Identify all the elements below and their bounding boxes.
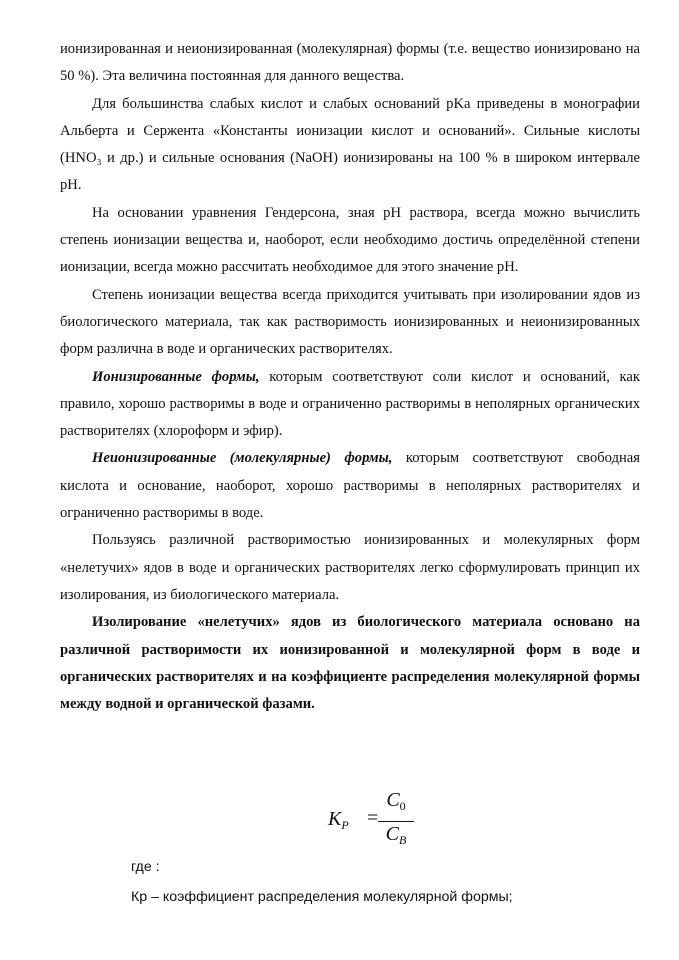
where-label: где : bbox=[131, 859, 160, 875]
fraction-bar bbox=[378, 821, 414, 822]
paragraph-5-text: которым соответствуют соли кислот и оснований, как правило, хорошо растворимы в воде и ограниченно растворимы в неполярных органических растворителях (хлороформ и эфир). bbox=[60, 368, 640, 440]
paragraph-2: Для большинства слабых кислот и слабых оснований pKa приведены в монографии Альберта и Сержента «Константы ионизации кислот и оснований». Сильные кислоты (HNO₃ и др.) и сильные основания (NaOH) ионизированы на 100 % в широком интервале pH. bbox=[60, 95, 640, 194]
formula-legend bbox=[131, 852, 631, 912]
formula-k-sub: P bbox=[341, 818, 349, 832]
formula-num-sub: 0 bbox=[399, 799, 406, 813]
formula-num-c: C bbox=[386, 789, 400, 811]
formula-k: K bbox=[328, 808, 342, 830]
paragraph-1: ионизированная и неионизированная (молекулярная) формы (т.е. вещество ионизировано на 50 %). Эта величина постоянная для данного вещества. bbox=[60, 41, 640, 85]
formula-equals: = bbox=[367, 807, 379, 829]
partition-coefficient-formula bbox=[328, 789, 448, 850]
formula-lhs bbox=[328, 808, 349, 833]
paragraph-5 bbox=[60, 364, 640, 446]
formula-den-c: C bbox=[385, 823, 399, 845]
paragraph-4: Степень ионизации вещества всегда приходится учитывать при изолировании ядов из биологического материала, так как растворимость ионизированных и неионизированных форм различна в воде и органических растворителях. bbox=[60, 286, 640, 358]
formula-den-sub: B bbox=[399, 833, 407, 847]
formula-denominator bbox=[378, 823, 414, 848]
paragraph-6 bbox=[60, 445, 640, 527]
formula-numerator bbox=[378, 789, 414, 814]
paragraph-8-principle: Изолирование «нелетучих» ядов из биологического материала основано на различной растворимости их ионизированной и молекулярной форм в воде и органических растворителях и на коэффициенте распределения молекулярной формы между водной и органической фазами. bbox=[60, 614, 640, 713]
paragraph-3: На основании уравнения Гендерсона, зная pH раствора, всегда можно вычислить степень ионизации вещества и, наоборот, если необходимо достичь определённой степени ионизации, всегда можно рассчитать необходимое для этого значение pH. bbox=[60, 204, 640, 276]
term-ionized-forms: Ионизированные формы, bbox=[92, 368, 260, 385]
kp-definition: Кр – коэффициент распределения молекулярной формы; bbox=[131, 889, 513, 905]
term-nonionized-forms: Неионизированные (молекулярные) формы, bbox=[92, 450, 393, 467]
document-body bbox=[60, 36, 640, 718]
paragraph-6-text: которым соответствуют свободная кислота и основание, наоборот, хорошо растворимы в неполярных растворителях и ограниченно растворимы в воде. bbox=[60, 450, 640, 522]
paragraph-7: Пользуясь различной растворимостью ионизированных и молекулярных форм «нелетучих» ядов в воде и органических растворителях легко сформулировать принцип их изолирования, из биологического материала. bbox=[60, 532, 640, 603]
